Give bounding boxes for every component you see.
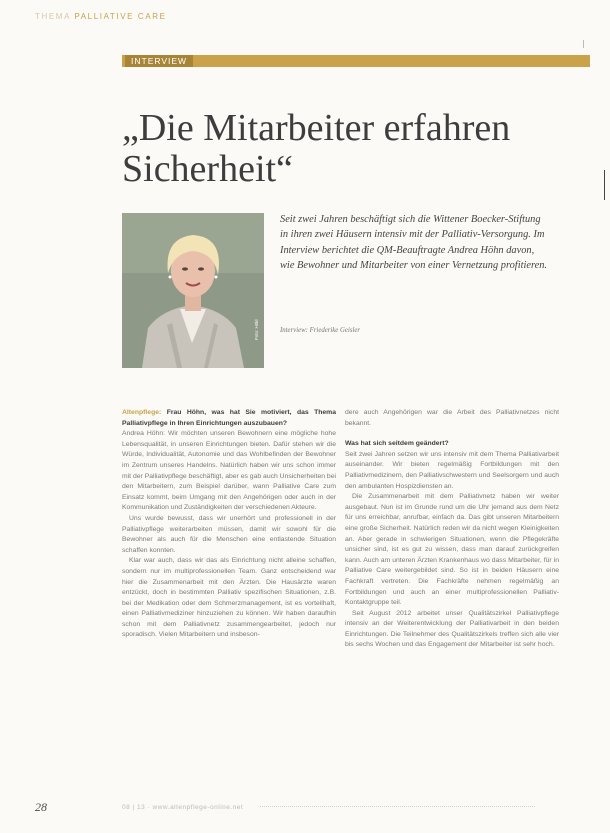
interview-question xyxy=(122,408,336,429)
footer-divider xyxy=(260,806,535,807)
answer-paragraph: Die Zusammenarbeit mit dem Palliativnetz haben wir weiter ausgebaut. Nun ist im Grunde rund um die Uhr jemand aus dem Netz für uns erreichbar, anrufbar, einfach da. Das gibt unseren Mitarbeitern eine große Sicherheit. Natürlich reden wir da nicht wegen Kleinigkeiten an. Aber gerade in schwierigen Situationen, wenn die Pflegekräfte unsicher sind, ist es gut zu wissen, dass man darauf zurückgreifen kann. Auch am unteren Ärzten Krankenhaus wo dass Mitarbeiter, für in Palliative Care weitergebildet sind. So ist in beiden Häusern eine Fachkraft vertreten. Die Fachkräfte nehmen regelmäßig an Fortbildungen und auch an einer multiprofessionellen Palliativ-Kontaktgruppe teil. xyxy=(345,493,559,607)
answer-paragraph: Seit zwei Jahren setzen wir uns intensiv mit dem Thema Palliativarbeit auseinander. Wir bieten regelmäßig Fortbildungen mit den Palliativmedizinern, den Palliativschwestern und Seelsorgern und auch den ambulanten Hospizdiensten an. xyxy=(345,450,559,490)
answer-paragraph: Klar war auch, dass wir das als Einrichtung nicht alleine schaffen, sondern nur im multiprofessionellen Team. Ganz entscheidend war hier die Zusammenarbeit mit den Ärzten. Die Hausärzte waren entzückt, doch in bestimmten Palliativ spezifischen Situationen, z.B. bei der Medikation oder dem Schmerzmanagement, ist es vorteilhaft, einen Palliativmediziner hinzuziehen zu können. Wir haben daraufhin schon mit dem Palliativnetz zusammengearbeitet, jedoch nur sporadisch. Vielen Mitarbeitern und insbeson- xyxy=(122,557,336,639)
answer-paragraph: Uns wurde bewusst, dass wir unerhört und professionell in der Palliativpflege weiterarbeiten müssen, damit wir sowohl für die Bewohner als auch für die Menschen eine entlastende Situation schaffen konnten. xyxy=(122,514,336,554)
header-prefix: THEMA xyxy=(35,12,71,21)
banner-label: INTERVIEW xyxy=(125,55,193,67)
header-section: PALLIATIVE CARE xyxy=(74,12,167,21)
text-column-left xyxy=(122,408,336,641)
section-header xyxy=(35,12,167,21)
page-number: 28 xyxy=(35,800,47,814)
answer-paragraph: Seit August 2012 arbeitet unser Qualitätszirkel Palliativpflege intensiv an der Weiterentwicklung der Palliativarbeit in den beiden Einrichtungen. Die Teilnehmer des Qualitätszirkels treffen sich alle vier bis sechs Wochen und das Engagement der Mitarbeiter ist sehr hoch. xyxy=(345,609,559,649)
portrait-photo xyxy=(122,213,264,368)
text-column-right xyxy=(345,408,559,651)
lead-paragraph: Seit zwei Jahren beschäftigt sich die Wittener Boecker-Stiftung in ihren zwei Häusern intensiv mit der Palliativ-Versorgung. Im Interview berichtet die QM-Beauftragte Andrea Höhn davon, wie Bewohner und Mitarbeiter von einer Vernetzung profitieren. xyxy=(280,214,548,271)
author-line: Interview: Friederike Geisler xyxy=(280,327,361,334)
portrait-illustration xyxy=(122,213,264,368)
question-text: Frau Höhn, was hat Sie motiviert, das Thema Palliativpflege in Ihren Einrichtungen auszubauen? xyxy=(122,409,337,427)
answer-paragraph: Andrea Höhn: Wir möchten unseren Bewohnern eine mögliche hohe Lebensqualität, in unseren Einrichtungen bieten. Dafür stehen wir die Würde, Individualität, Autonomie und das Wohlbefinden der Bewohner im Zentrum unseres Handelns. Natürlich haben wir uns schon immer mit der Palliativpflege beschäftigt, aber es gab auch Unsicherheiten bei den Mitarbeitern, zum Beispiel darüber, wann Palliative Care zum Einsatz kommt, beim Umgang mit den Angehörigen oder auch in der Kommunikation und Zuständigkeiten der verschiedenen Akteure. xyxy=(122,430,336,512)
answer-paragraph: dere auch Angehörigen war die Arbeit des Palliativnetzes nicht bekannt. xyxy=(345,409,559,427)
divider xyxy=(583,40,588,48)
interview-question: Was hat sich seitdem geändert? xyxy=(345,440,449,448)
question-label: Altenpflege: xyxy=(122,409,162,416)
edge-mark xyxy=(604,170,605,200)
article-title: „Die Mitarbeiter erfahren Sicherheit“ xyxy=(122,107,511,190)
footer-text: 08 | 13 · www.altenpflege-online.net xyxy=(122,804,244,811)
photo-credit: Foto: Hökl xyxy=(254,319,259,340)
